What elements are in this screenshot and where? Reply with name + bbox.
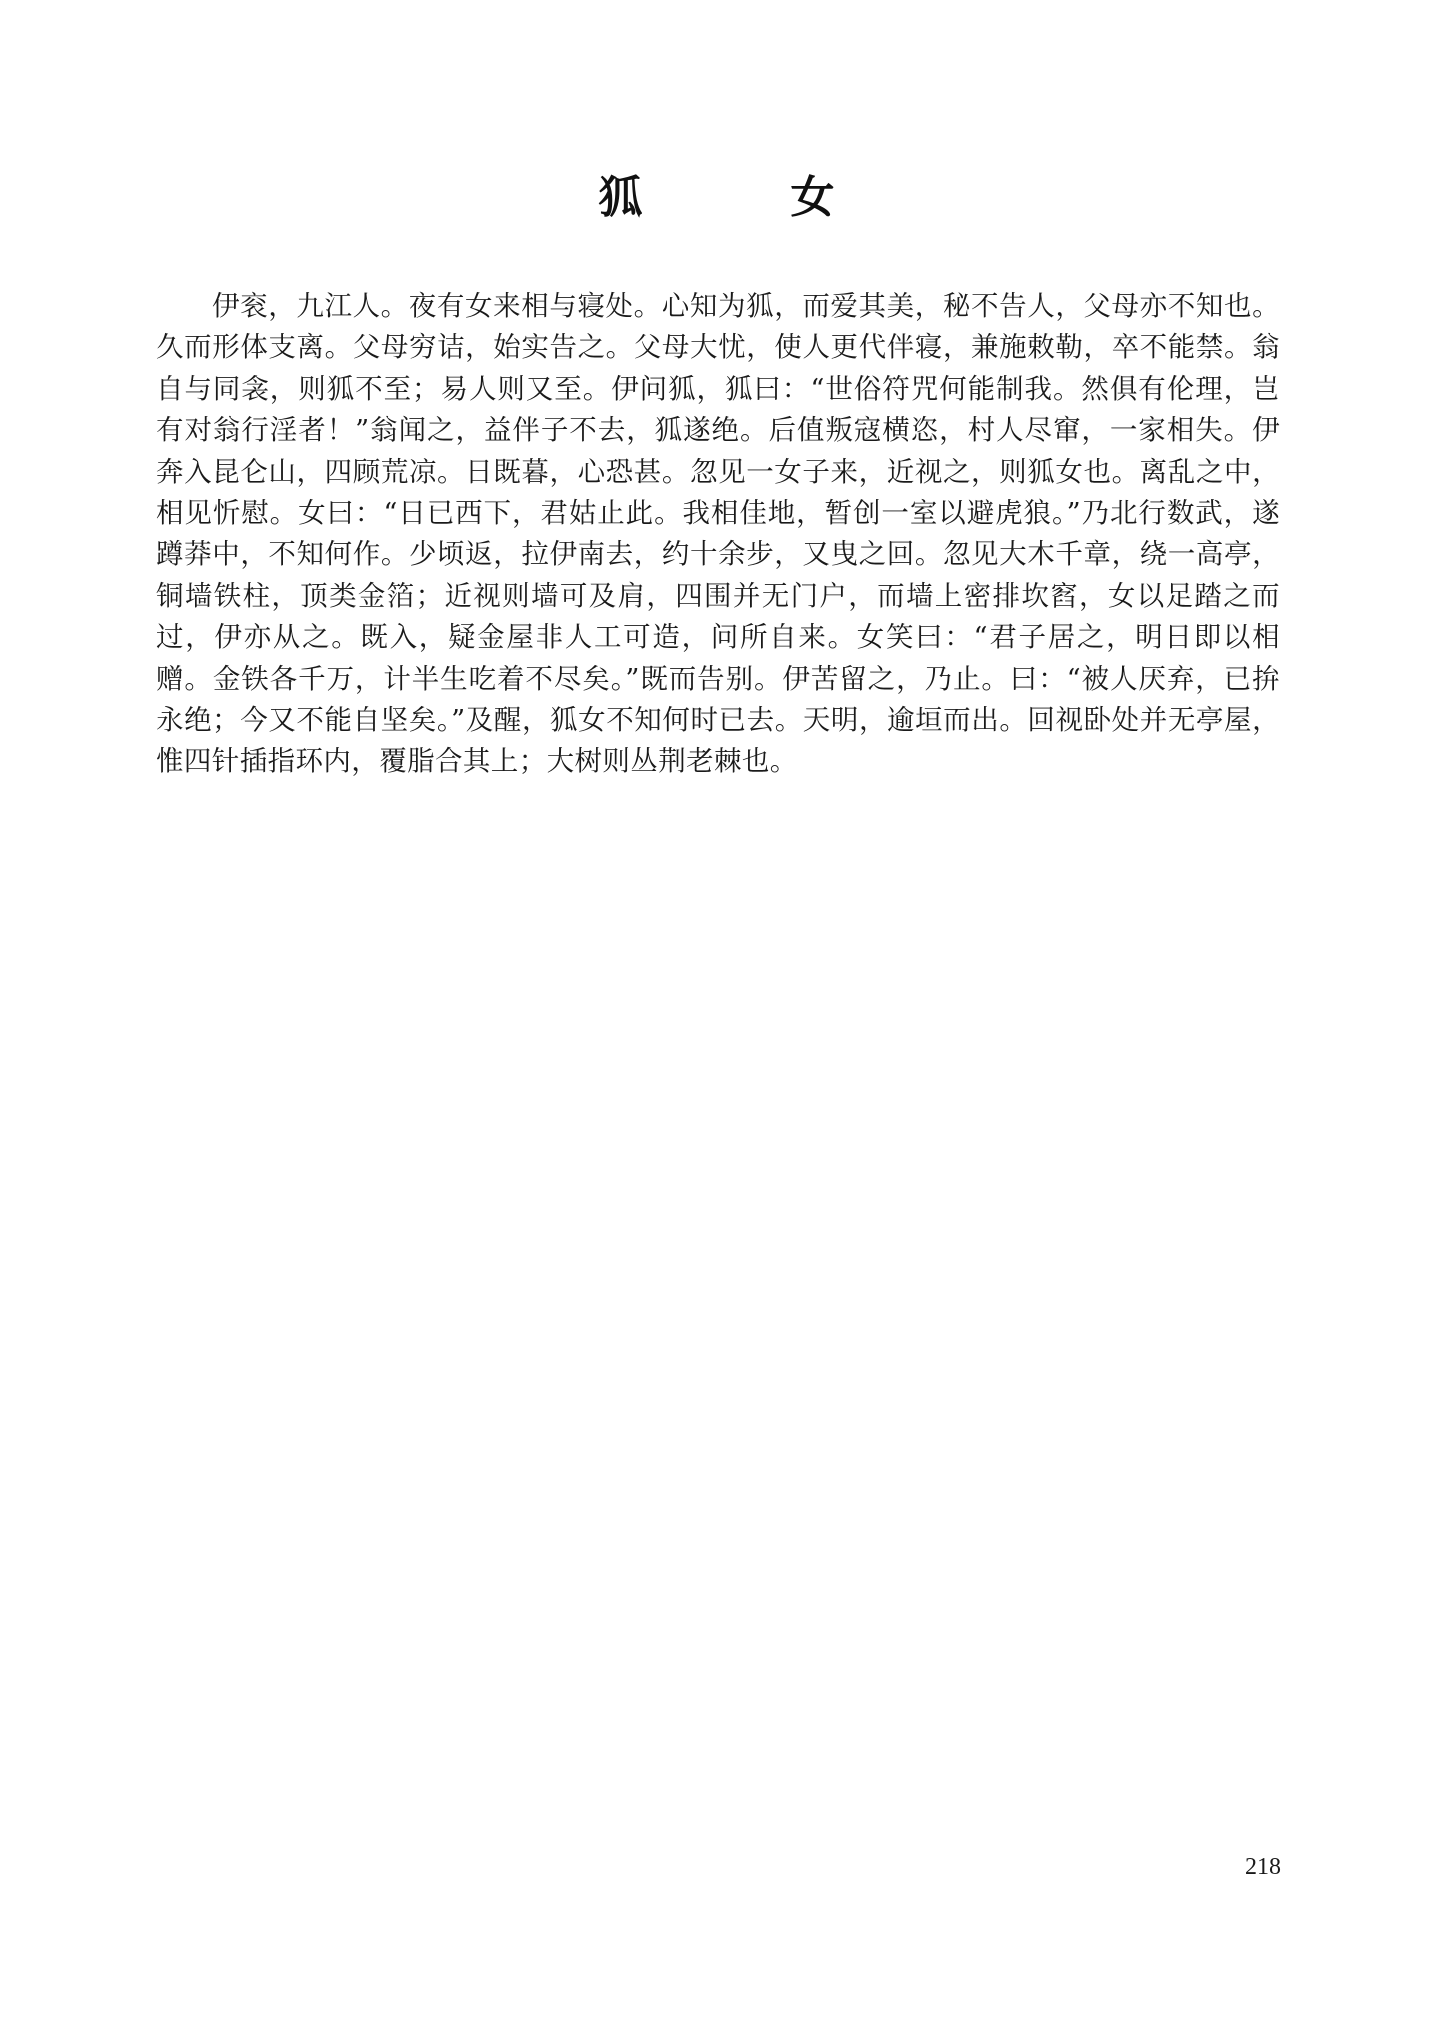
page-title: 狐 女 bbox=[598, 172, 887, 223]
page-number: 218 bbox=[1245, 1854, 1281, 1880]
body-paragraph: 伊衮，九江人。夜有女来相与寝处。心知为狐，而爱其美，秘不告人，父母亦不知也。久而形体支离。父母穷诘，始实告之。父母大忧，使人更代伴寝，兼施敕勒，卒不能禁。翁自与同衾，则狐不至；易人则又至。伊问狐，狐曰：“世俗符咒何能制我。然俱有伦理，岂有对翁行淫者！”翁闻之，益伴子不去，狐遂绝。后值叛寇横恣，村人尽窜，一家相失。伊奔入昆仑山，四顾荒凉。日既暮，心恐甚。忽见一女子来，近视之，则狐女也。离乱之中，相见忻慰。女曰：“日已西下，君姑止此。我相佳地，暂创一室以避虎狼。”乃北行数武，遂蹲莽中，不知何作。少顷返，拉伊南去，约十余步，又曳之回。忽见大木千章，绕一高亭，铜墙铁柱，顶类金箔；近视则墙可及肩，四围并无门户，而墙上密排坎窞，女以足踏之而过，伊亦从之。既入，疑金屋非人工可造，问所自来。女笑曰：“君子居之，明日即以相赠。金铁各千万，计半生吃着不尽矣。”既而告别。伊苦留之，乃止。曰：“被人厌弃，已拚永绝；今又不能自坚矣。”及醒，狐女不知何时已去。天明，逾垣而出。回视卧处并无亭屋，惟四针插指环内，覆脂合其上；大树则丛荆老棘也。 bbox=[156, 290, 1280, 778]
